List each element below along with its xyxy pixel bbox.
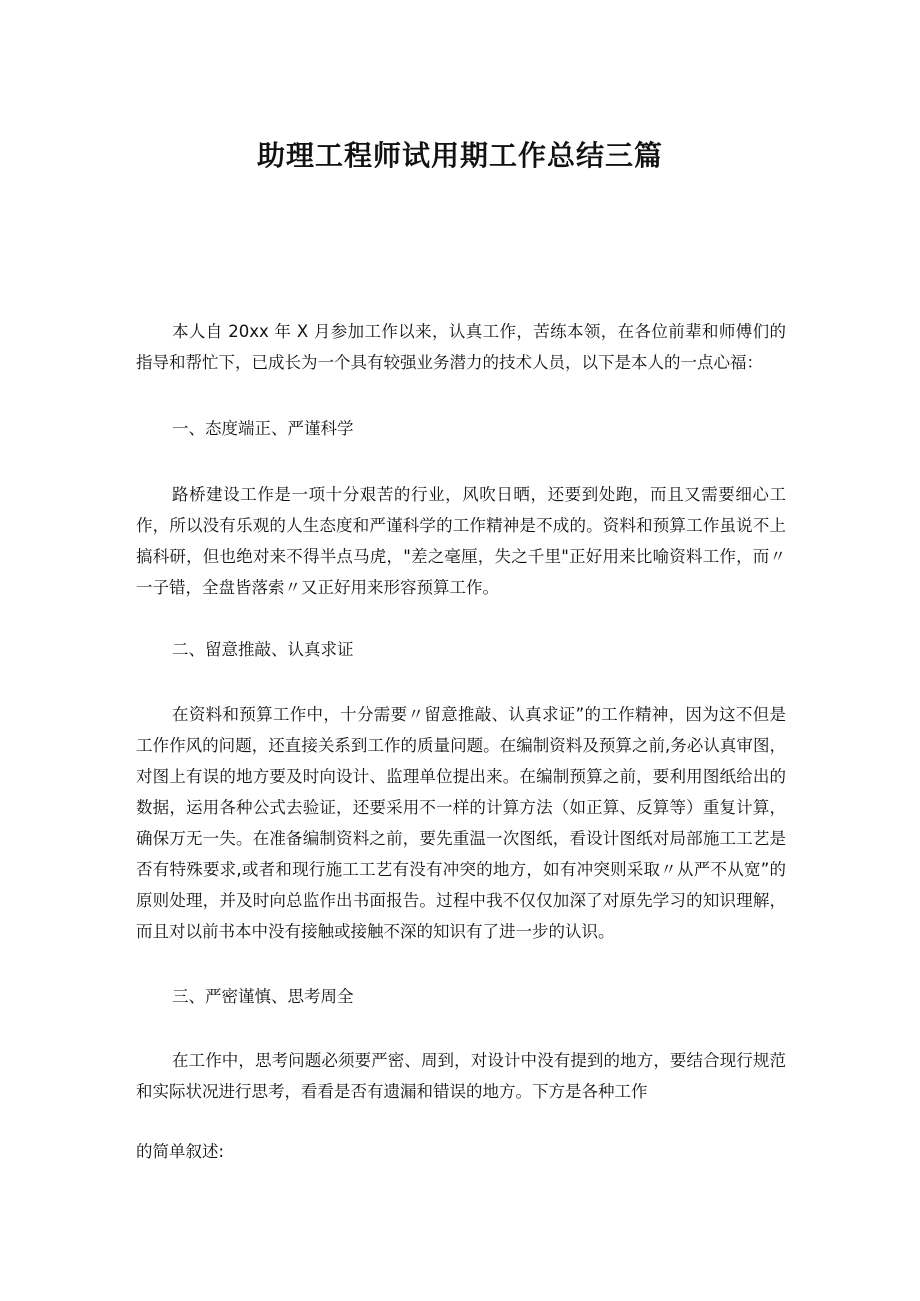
section-body-2: 在资料和预算工作中，十分需要〃留意推敲、认真求证”的工作精神，因为这不但是工作作风的问题，还直接关系到工作的质量问题。在编制资料及预算之前,务必认真审图，对图上有误的地方要及时向设计、监理单位提出来。在编制预算之前，要利用图纸给出的数据，运用各种公式去验证，还要采用不一样的计算方法（如正算、反算等）重复计算，确保万无一失。在准备编制资料之前，要先重温一次图纸，看设计图纸对局部施工工艺是否有特殊要求,或者和现行施工工艺有没有冲突的地方，如有冲突则采取〃从严不从宽”的原则处理，并及时向总监作出书面报告。过程中我不仅仅加深了对原先学习的知识理解，而且对以前书本中没有接触或接触不深的知识有了进一步的认识。 — [136, 705, 786, 941]
document-title: 助理工程师试用期工作总结三篇 — [256, 139, 663, 172]
section-heading-3: 三、严密谨慎、思考周全 — [172, 987, 354, 1006]
section-heading-1: 一、态度端正、严谨科学 — [172, 419, 354, 438]
section-body-1: 路桥建设工作是一项十分艰苦的行业，风吹日晒，还要到处跑，而且又需要细心工作，所以没有乐观的人生态度和严谨科学的工作精神是不成的。资料和预算工作虽说不上搞科研，但也绝对来不得半点马虎，"差之毫厘，失之千里"正好用来比喻资料工作，而〃一子错，全盘皆落索〃又正好用来形容预算工作。 — [136, 485, 786, 597]
section-body-3-tail: 的简单叙述: — [136, 1142, 225, 1161]
intro-paragraph: 本人自 20xx 年 X 月参加工作以来，认真工作，苦练本领，在各位前辈和师傅们的指导和帮忙下，已成长为一个具有较强业务潜力的技术人员，以下是本人的一点心福： — [136, 322, 786, 372]
section-body-3: 在工作中，思考问题必须要严密、周到，对设计中没有提到的地方，要结合现行规范和实际状况进行思考，看看是否有遗漏和错误的地方。下方是各种工作 — [136, 1051, 786, 1101]
section-heading-2: 二、留意推敲、认真求证 — [172, 640, 354, 659]
